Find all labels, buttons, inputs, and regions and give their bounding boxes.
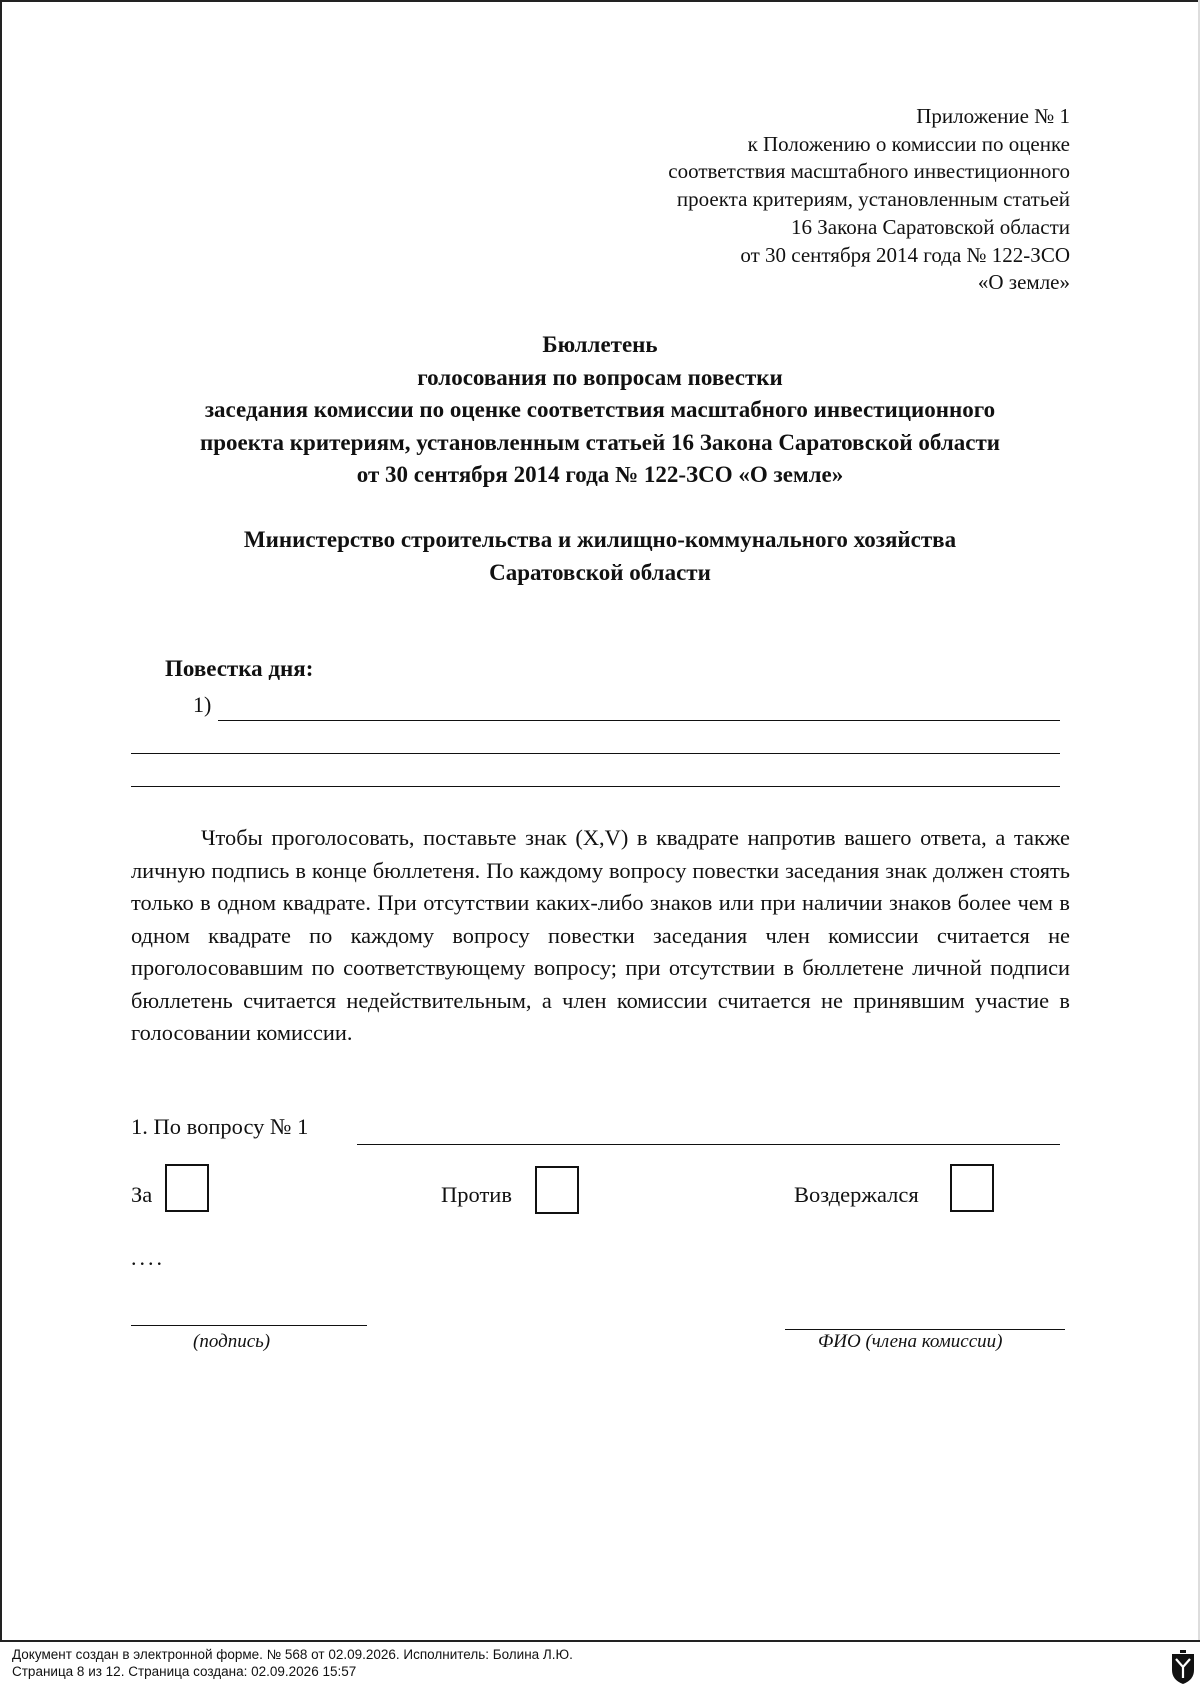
- appendix-line: к Положению о комиссии по оценке: [747, 131, 1070, 156]
- appendix-line: соответствия масштабного инвестиционного: [668, 159, 1070, 184]
- agenda-heading: Повестка дня:: [165, 656, 314, 681]
- agenda-item-line[interactable]: [218, 720, 1060, 721]
- coat-of-arms-icon: [1170, 1650, 1196, 1686]
- option-abstain-label: Воздержался: [794, 1182, 919, 1207]
- option-for-label: За: [131, 1182, 153, 1207]
- signature-line[interactable]: [131, 1325, 367, 1326]
- footer-line-document: Документ создан в электронной форме. № 568 от 02.09.2026. Исполнитель: Болина Л.Ю.: [12, 1647, 573, 1662]
- fio-caption: ФИО (члена комиссии): [818, 1331, 1003, 1352]
- scan-edge-left: [0, 0, 2, 1640]
- appendix-line: 16 Закона Саратовской области: [791, 214, 1070, 239]
- appendix-line: Приложение № 1: [916, 104, 1070, 128]
- agenda-item-number: 1): [193, 692, 212, 717]
- ballot-title: [80, 329, 1120, 492]
- title-line: голосования по вопросам повестки: [417, 364, 783, 390]
- agenda-blank-line[interactable]: [131, 786, 1060, 787]
- question-line[interactable]: [357, 1144, 1060, 1145]
- footer-line-page: Страница 8 из 12. Страница создана: 02.09.2026 15:57: [12, 1663, 357, 1679]
- option-abstain-checkbox[interactable]: [950, 1164, 994, 1212]
- signature-caption: (подпись): [193, 1331, 271, 1352]
- appendix-header: [668, 103, 1070, 297]
- document-footer: [12, 1647, 573, 1680]
- fio-line[interactable]: [785, 1329, 1065, 1330]
- title-line: от 30 сентября 2014 года № 122-ЗСО «О земле»: [356, 462, 844, 487]
- title-line: Бюллетень: [542, 332, 658, 357]
- scan-edge-top: [0, 0, 1200, 2]
- option-for-checkbox[interactable]: [165, 1164, 209, 1212]
- option-against-label: Против: [441, 1182, 512, 1207]
- title-line: проекта критериям, установленным статьей 16 Закона Саратовской области: [199, 429, 1001, 455]
- agenda-blank-line[interactable]: [131, 753, 1060, 754]
- appendix-line: от 30 сентября 2014 года № 122-ЗСО: [740, 242, 1070, 267]
- organization-line: Саратовской области: [489, 559, 711, 585]
- question-label: 1. По вопросу № 1: [131, 1114, 309, 1139]
- organization-name: [80, 524, 1120, 589]
- organization-line: Министерство строительства и жилищно-коммунального хозяйства: [243, 527, 957, 552]
- footer-rule: [0, 1640, 1200, 1642]
- appendix-line: проекта критериям, установленным статьей: [676, 187, 1070, 212]
- title-line: заседания комиссии по оценке соответствия масштабного инвестиционного: [204, 397, 996, 422]
- continuation-ellipsis: ....: [131, 1245, 165, 1270]
- voting-instructions: Чтобы проголосовать, поставьте знак (X,V) в квадрате напротив вашего ответа, а также личную подпись в конце бюллетеня. По каждому вопросу повестки заседания знак должен стоять только в одном квадрате. При отсутствии каких-либо знаков или при наличии знаков более чем в одном квадрате по каждому вопросу повестки заседания член комиссии считается не проголосовавшим по соответствующему вопросу; при отсутствии в бюллетене личной подписи бюллетень считается недействительным, а член комиссии считается не принявшим участие в голосовании комиссии.: [131, 825, 1070, 1045]
- appendix-line: «О земле»: [977, 270, 1070, 295]
- option-against-checkbox[interactable]: [535, 1166, 579, 1214]
